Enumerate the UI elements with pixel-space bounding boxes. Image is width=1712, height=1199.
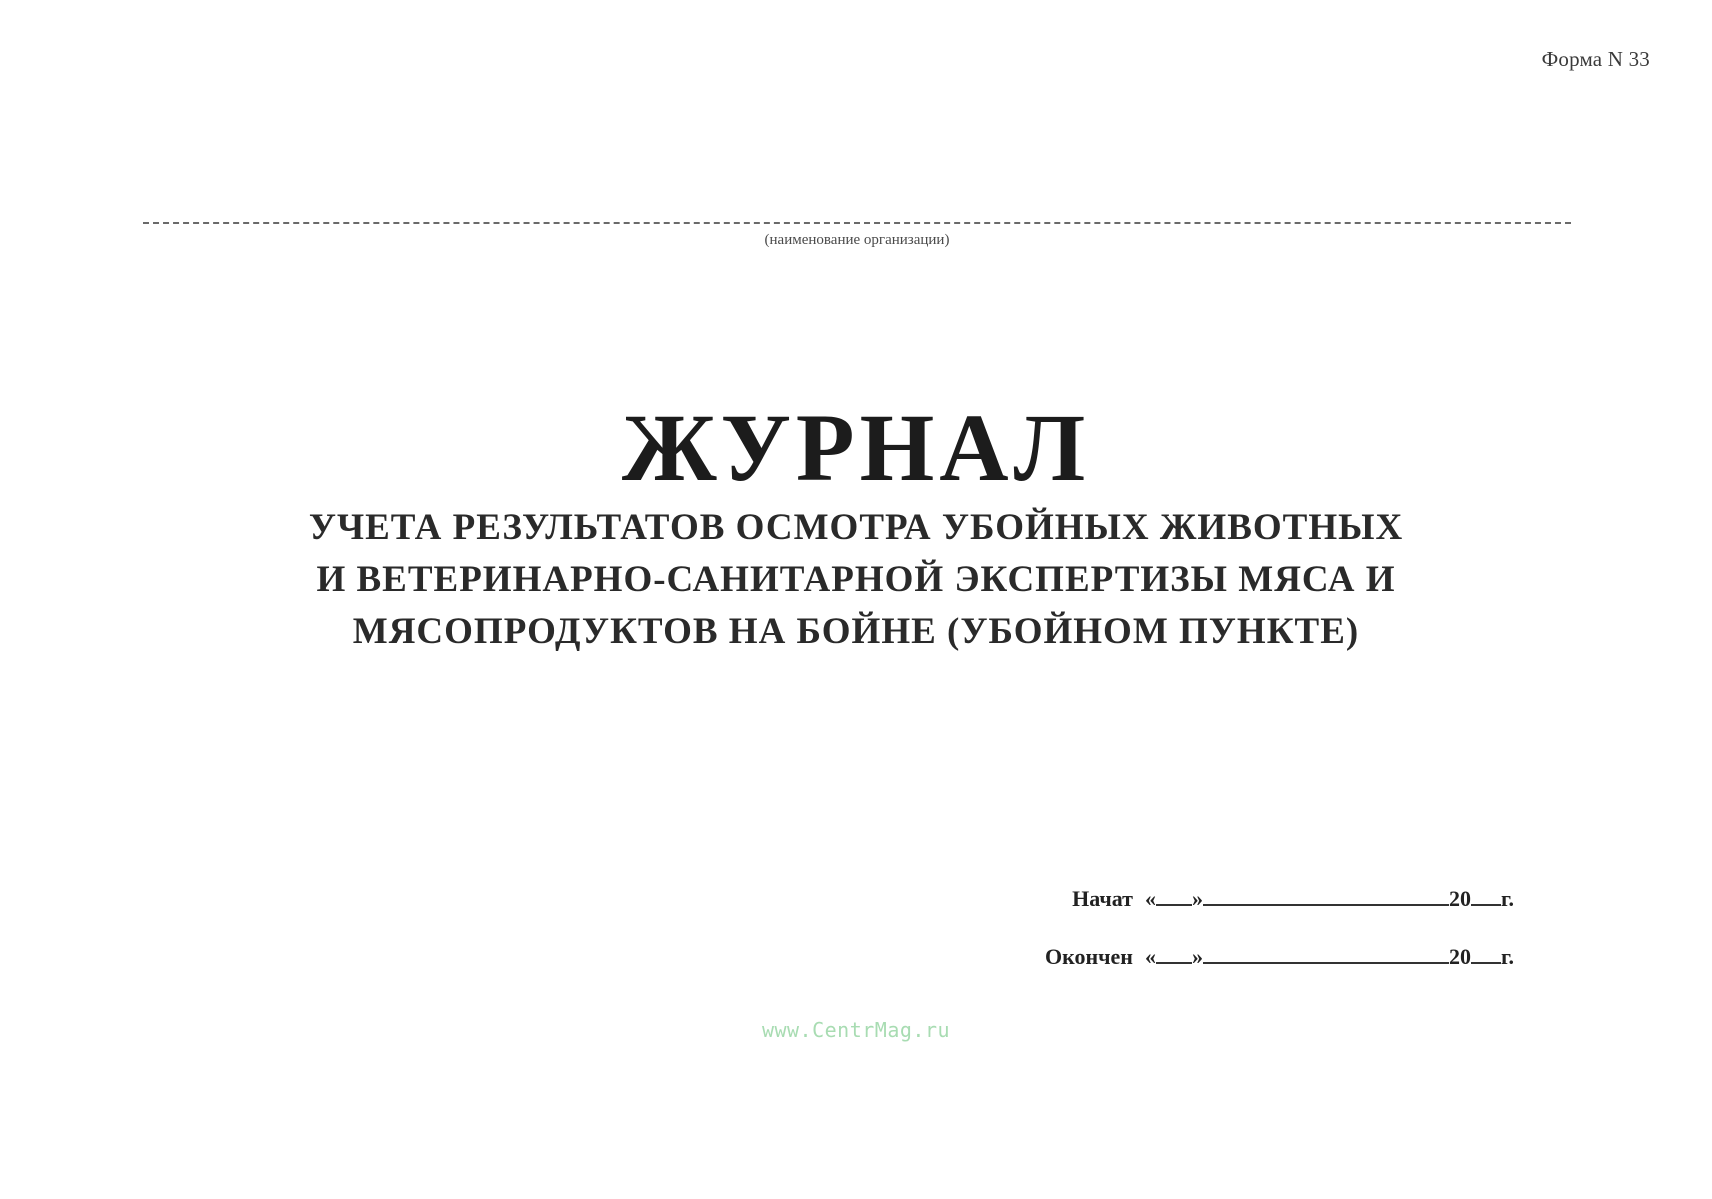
- journal-title: ЖУРНАЛ: [621, 394, 1091, 501]
- subtitle-line-2: И ВЕТЕРИНАРНО-САНИТАРНОЙ ЭКСПЕРТИЗЫ МЯСА И: [316, 559, 1396, 600]
- quote-open: «: [1144, 886, 1156, 911]
- date-ended-label: Окончен: [1044, 944, 1133, 969]
- day-blank: [1156, 886, 1192, 906]
- subtitle-line-3: МЯСОПРОДУКТОВ НА БОЙНЕ (УБОЙНОМ ПУНКТЕ): [352, 611, 1360, 652]
- watermark-text: www.CentrMag.ru: [761, 1018, 951, 1042]
- journal-subtitle: [0, 502, 1712, 658]
- quote-open: «: [1144, 944, 1156, 969]
- year-blank: [1471, 944, 1501, 964]
- year-suffix: г.: [1500, 886, 1514, 911]
- day-blank: [1156, 944, 1192, 964]
- quote-close: »: [1191, 886, 1203, 911]
- date-ended-row: [1045, 944, 1514, 1002]
- year-prefix: 20: [1448, 886, 1471, 911]
- dates-block: [1045, 886, 1514, 1002]
- title-block: [0, 394, 1712, 658]
- month-blank: [1203, 886, 1449, 906]
- form-number: Форма N 33: [1541, 47, 1650, 71]
- subtitle-line-1: УЧЕТА РЕЗУЛЬТАТОВ ОСМОТРА УБОЙНЫХ ЖИВОТНЫХ: [308, 507, 1404, 548]
- year-blank: [1471, 886, 1501, 906]
- organization-caption: (наименование организации): [764, 232, 950, 248]
- date-started-label: Начат: [1072, 886, 1133, 911]
- organization-block: [143, 222, 1571, 249]
- year-prefix: 20: [1448, 944, 1471, 969]
- quote-close: »: [1191, 944, 1203, 969]
- month-blank: [1203, 944, 1449, 964]
- year-suffix: г.: [1500, 944, 1514, 969]
- organization-name-line: [143, 222, 1571, 224]
- date-started-row: [1045, 886, 1514, 944]
